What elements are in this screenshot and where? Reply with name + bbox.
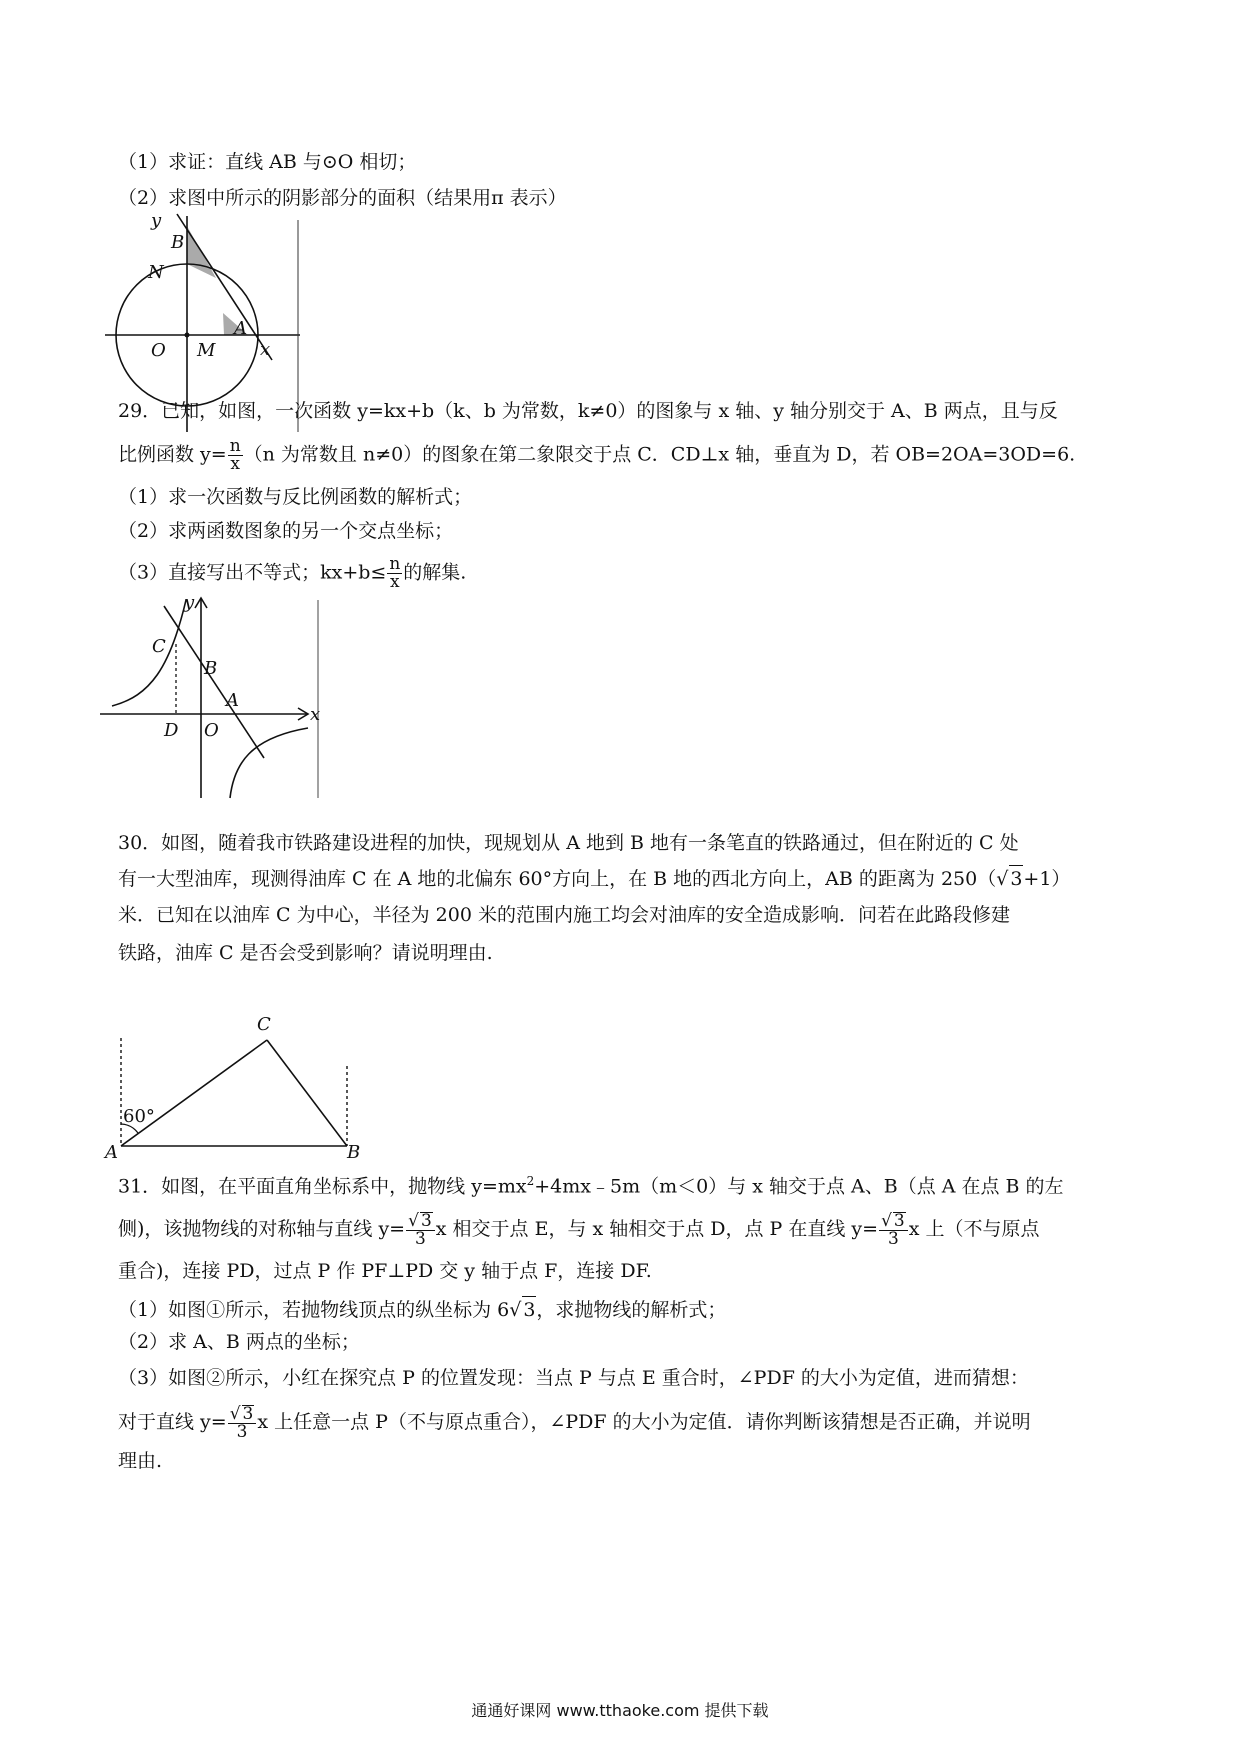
q30-line4: 铁路，油库 C 是否会受到影响？请说明理由. <box>118 942 493 964</box>
q29-frac-num: n <box>229 436 241 456</box>
q30-line3: 米．已知在以油库 C 为中心，半径为 200 米的范围内施工均会对油库的安全造成影响．问若在此路段修建 <box>118 904 1010 926</box>
q31-line3: 重合)，连接 PD，过点 P 作 PF⊥PD 交 y 轴于点 F，连接 DF. <box>118 1260 652 1282</box>
q30-line2-end: +1） <box>1023 868 1071 890</box>
q29-label-x: x <box>310 704 321 725</box>
q31-frac-num-a: √ 3 <box>406 1212 435 1231</box>
q29-part3-frac-num: n <box>389 554 401 574</box>
q29-figure <box>100 592 340 802</box>
q30-label-a: A <box>105 1142 118 1163</box>
q31-part3-line3: 理由. <box>118 1450 163 1472</box>
q31-part1-start: （1）如图①所示，若抛物线顶点的纵坐标为 6 <box>118 1299 510 1321</box>
q28-label-o: O <box>151 340 166 361</box>
q31-line2 <box>118 1212 1040 1248</box>
q28-label-b: B <box>171 232 185 253</box>
q29-part3-frac-den: x <box>390 572 400 592</box>
q28-label-x: x <box>260 339 271 360</box>
q29-label-d: D <box>164 720 179 741</box>
q31-line1-end: +4mx﹣5m（m＜0）与 x 轴交于点 A、B（点 A 在点 B 的左 <box>534 1175 1064 1198</box>
q31-fraction-sqrt3-over-3-b <box>879 1212 908 1248</box>
q30-figure <box>105 1010 375 1163</box>
q29-label-a: A <box>226 690 239 711</box>
q29-line2-end: （n 为常数且 n≠0）的图象在第二象限交于点 C．CD⊥x 轴，垂直为 D，若 OB=2OA=3OD=6. <box>243 443 1076 466</box>
q30-line2-start: 有一大型油库，现测得油库 C 在 A 地的北偏东 60°方向上，在 B 地的西北方向上，AB 的距离为 250（ <box>118 868 997 890</box>
q29-part3-end: 的解集. <box>403 561 467 584</box>
q28-part1: （1）求证：直线 AB 与⊙O 相切； <box>118 151 417 173</box>
q31-frac-den-c: 3 <box>236 1422 248 1442</box>
q29-hyperbola-branch-left <box>112 600 186 706</box>
q28-line-ab <box>177 214 272 360</box>
q30-label-c: C <box>257 1014 271 1035</box>
q29-part1: （1）求一次函数与反比例函数的解析式； <box>118 486 473 508</box>
q30-radical-sign: √ <box>996 868 1009 890</box>
q28-part2: （2）求图中所示的阴影部分的面积（结果用π 表示） <box>118 187 567 209</box>
page-footer: 通通好课网 www.tthaoke.com 提供下载 <box>471 1701 769 1720</box>
q29-part3-start: （3）直接写出不等式；kx+b≤ <box>118 561 387 584</box>
q29-frac-den: x <box>230 454 240 474</box>
q31-frac-den-a: 3 <box>415 1229 426 1249</box>
q31-frac-sqrt-a: 3 <box>420 1211 432 1231</box>
q31-part1 <box>118 1296 726 1323</box>
q29-fraction-n-over-x <box>228 438 243 473</box>
q31-part2: （2）求 A、B 两点的坐标； <box>118 1331 360 1353</box>
q31-frac-num-b: √ 3 <box>879 1212 908 1231</box>
q30-segment-ac <box>121 1040 267 1146</box>
q28-label-y: y <box>151 210 162 231</box>
q28-label-m: M <box>197 340 216 361</box>
q31-fraction-sqrt3-over-3-c <box>228 1405 257 1441</box>
q31-frac-num-c: √ 3 <box>228 1405 257 1424</box>
q31-part3-line2-end: x 上任意一点 P（不与原点重合），∠PDF 的大小为定值．请你判断该猜想是否正确，并说明 <box>257 1411 1031 1433</box>
q30-label-angle: 60° <box>123 1106 155 1127</box>
q31-line1 <box>118 1168 1064 1199</box>
q30-segment-cb <box>267 1040 347 1146</box>
q28-point-o <box>185 333 190 338</box>
q29-label-o: O <box>204 720 219 741</box>
q29-hyperbola-branch-right <box>230 728 308 798</box>
q31-fraction-sqrt3-over-3-a <box>406 1212 435 1248</box>
q29-part3 <box>118 556 466 591</box>
q31-part1-radical: √ <box>509 1299 522 1321</box>
q31-part3: （3）如图②所示，小红在探究点 P 的位置发现：当点 P 与点 E 重合时，∠PDF 的大小为定值，进而猜想： <box>118 1367 1029 1389</box>
q29-label-c: C <box>152 636 166 657</box>
q30-line1: 30．如图，随着我市铁路建设进程的加快，现规划从 A 地到 B 地有一条笔直的铁路通过，但在附近的 C 处 <box>118 832 1019 854</box>
q31-frac-sqrt-c: 3 <box>242 1404 254 1424</box>
q29-label-y: y <box>184 592 195 613</box>
q30-sqrt3: 3 <box>1009 865 1023 892</box>
q31-part1-end: ，求抛物线的解析式； <box>536 1299 727 1321</box>
q29-line2 <box>118 438 1075 473</box>
q31-line1-start: 31．如图，在平面直角坐标系中，抛物线 y=mx <box>118 1175 527 1198</box>
q30-label-b: B <box>347 1142 361 1163</box>
q28-label-a: A <box>234 318 247 339</box>
q31-frac-sqrt-b: 3 <box>893 1211 905 1231</box>
q31-frac-den-b: 3 <box>888 1229 899 1249</box>
q29-line1: 29．已知，如图，一次函数 y=kx+b（k、b 为常数，k≠0）的图象与 x 轴、y 轴分别交于 A、B 两点，且与反 <box>118 400 1058 422</box>
q31-line2-end: x 上（不与原点 <box>908 1218 1040 1240</box>
q31-part3-line2 <box>118 1405 1031 1441</box>
q31-part3-line2-start: 对于直线 y= <box>118 1411 227 1433</box>
q29-part2: （2）求两函数图象的另一个交点坐标； <box>118 520 454 542</box>
q31-exponent: 2 <box>526 1174 535 1188</box>
q29-line2-start: 比例函数 y= <box>118 443 227 466</box>
q31-line2-mid: x 相交于点 E，与 x 轴相交于点 D，点 P 在直线 y= <box>435 1218 879 1240</box>
q29-part3-fraction <box>387 556 402 591</box>
q28-label-n: N <box>148 262 164 283</box>
q29-label-b: B <box>204 658 218 679</box>
q30-line2 <box>118 865 1070 892</box>
q31-line2-start: 侧)，该抛物线的对称轴与直线 y= <box>118 1218 406 1240</box>
q31-part1-sqrt3: 3 <box>522 1296 536 1323</box>
